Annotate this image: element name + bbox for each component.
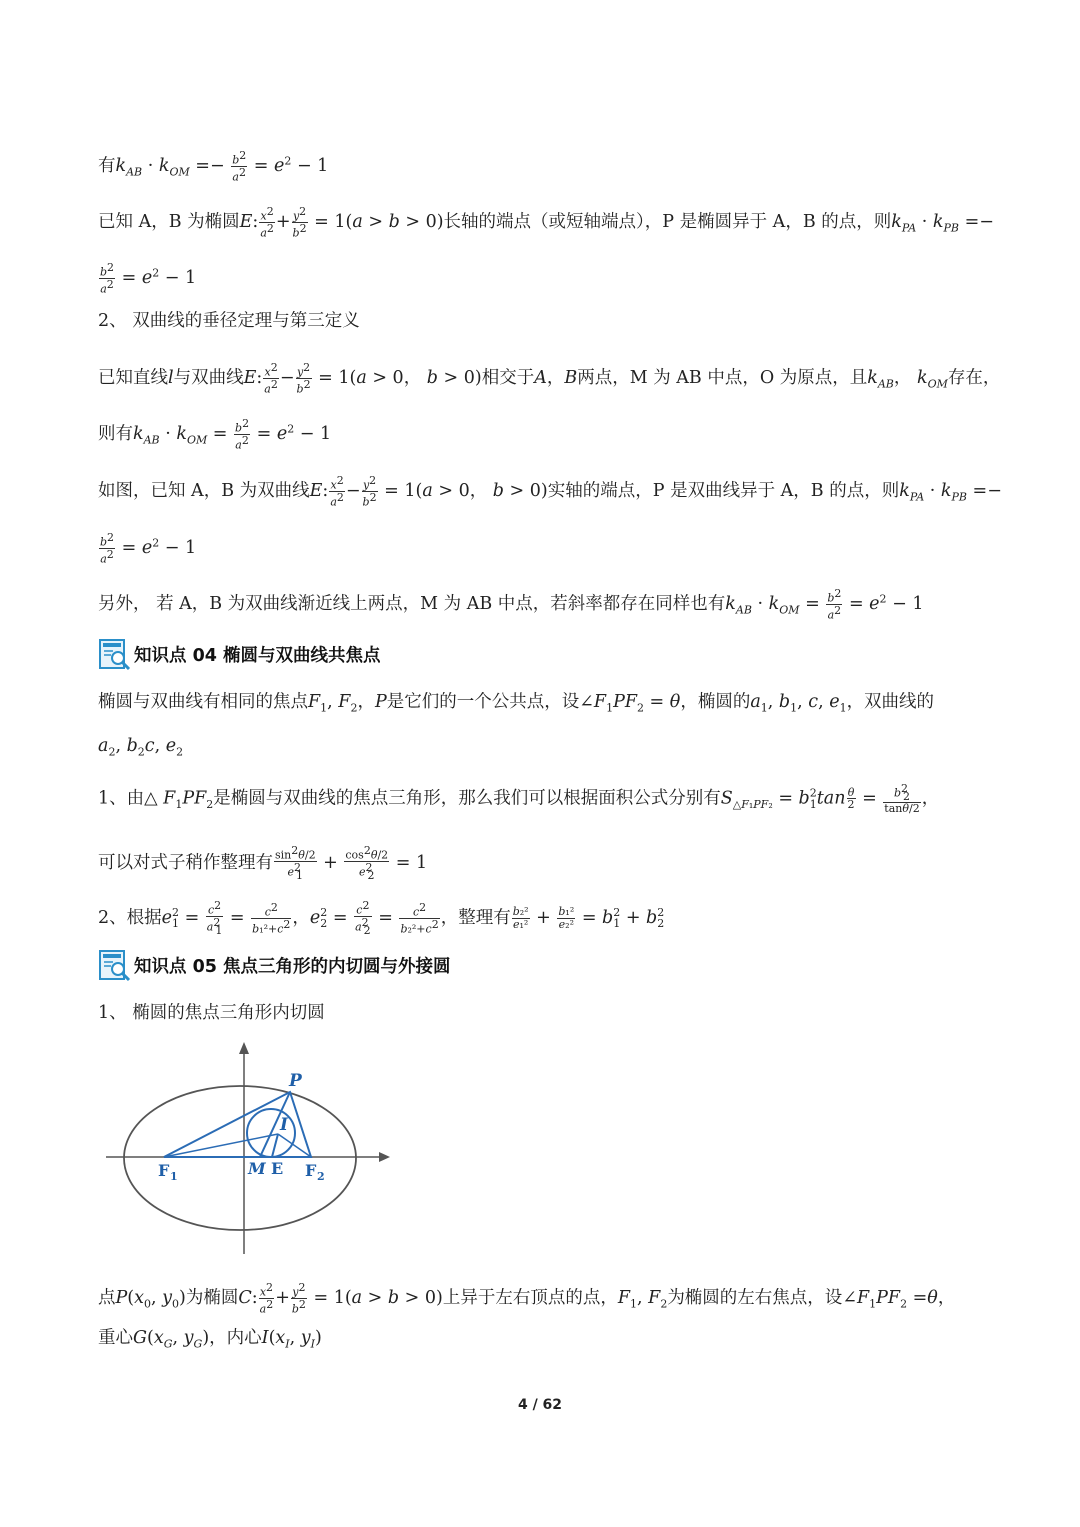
text-line: 椭圆与双曲线有相同的焦点$F_1$, $F_2$，P是它们的一个公共点，设$\angle F_1PF_2 = \theta$，椭圆的$a_1$, $b_1$, c, $e_1$，双曲线的: [98, 692, 935, 715]
text-line: 有$k_{AB} \cdot k_{OM}$ =− $\frac{b^2}{a^2}$ = $e^2 - 1$: [98, 149, 329, 184]
text-line: $\frac{b^2}{a^2}$ = $e^2 - 1$: [100, 531, 197, 566]
text: 另外， 若 A，B 为双曲线渐近线上两点，M 为 AB 中点，若斜率都存在同样也有: [98, 594, 726, 615]
subsection-title: 1、 椭圆的焦点三角形内切圆: [98, 1003, 325, 1023]
text-line: 2、根据$e^2_1$ = $\frac{c^2}{a^2_1}$ = $\frac{c^2}{b_1^2+c^2}$ ，$e^2_2$ = $\frac{c^2}{a^2_2}$ = $\frac{c^2}{b_2^2+c^2}$ ，整理有 $\frac{\text{b₂²}}{\text{e₁²}}$ + $\frac{\text{b₁²}}{\text{e₂²}}$ = $b^2_1 + b^2_2$: [98, 899, 665, 938]
text: 长轴的端点（或短轴端点），P 是椭圆异于 A，B 的点，则: [443, 212, 892, 233]
text: ，: [292, 907, 310, 928]
text: 为椭圆的左右焦点，设: [667, 1288, 843, 1309]
text-line: $a_2$, $b_2c$, $e_2$: [98, 736, 184, 759]
text-line: 如图，已知 A，B 为双曲线E: $\frac{x^2}{a^2}$ − $\frac{y^2}{b^2}$ = 1(a > 0， b > 0)实轴的端点，P 是双曲线异于 A，B 的点，则$k_{PA} \cdot k_{PB}$ =−: [98, 474, 1002, 509]
text-line: $\frac{b^2}{a^2}$ = $e^2 - 1$: [100, 261, 197, 296]
ie-line: [272, 1134, 278, 1157]
text: 存在，: [947, 368, 1001, 389]
knowledge-point-search-icon: [98, 637, 132, 671]
text: 上异于左右顶点的点，: [442, 1288, 618, 1309]
text-line: 已知 A，B 为椭圆E: $\frac{x^2}{a^2}$ + $\frac{y^2}{b^2}$ = 1(a > b > 0)长轴的端点（或短轴端点），P 是椭圆异于 A，B 的点，则$k_{PA} \cdot k_{PB}$ =−: [98, 205, 994, 240]
text: ，: [937, 1288, 956, 1309]
text: 如图，已知 A，B 为双曲线: [98, 481, 310, 502]
text: 是它们的一个公共点，设: [386, 692, 580, 712]
text: 重心: [98, 1328, 133, 1348]
focal-triangle: [164, 1092, 311, 1157]
label-f1: F: [158, 1161, 170, 1180]
x-axis-arrow: [379, 1152, 390, 1162]
label-f2: F: [305, 1161, 317, 1180]
label-e: E: [271, 1159, 284, 1178]
label-f2-sub: 2: [317, 1170, 325, 1183]
section-title: 2、 双曲线的垂径定理与第三定义: [98, 311, 360, 331]
heading-title: 知识点 05 焦点三角形的内切圆与外接圆: [134, 956, 451, 977]
ellipse-incircle-figure: [100, 1038, 400, 1260]
knowledge-point-search-icon: [98, 948, 132, 982]
text: 已知直线: [98, 368, 168, 389]
text: ，椭圆的: [680, 692, 751, 712]
text-line: 1、由△ $F_1PF_2$是椭圆与双曲线的焦点三角形，那么我们可以根据面积公式分别有$S_{\triangle F_1PF_2} = b^2_1\tan$ $\frac{\theta}{2}$ = $\frac{b^2_2}{\tan\theta/2}$ ，: [98, 782, 940, 816]
label-i: I: [280, 1115, 288, 1135]
text: 有: [98, 156, 116, 177]
text: ，双曲线的: [846, 692, 935, 712]
text: 则有: [98, 424, 133, 445]
text: 点: [98, 1288, 116, 1309]
text: 两点，M 为 AB 中点，O 为原点，且: [577, 368, 868, 389]
label-f1-sub: 1: [170, 1170, 178, 1183]
text: 实轴的端点，P 是双曲线异于 A，B 的点，则: [547, 481, 900, 502]
page-number: 4 / 62: [517, 1397, 563, 1413]
text-line: 重心$G(x_G$, $y_G$)，内心$I(x_I$, $y_I$): [98, 1328, 322, 1351]
y-axis-arrow: [239, 1042, 249, 1054]
heading-title: 知识点 04 椭圆与双曲线共焦点: [134, 645, 381, 666]
section-heading-05: [98, 948, 451, 982]
text: ，: [921, 788, 940, 809]
text-line: 已知直线l与双曲线E: $\frac{x^2}{a^2}$ − $\frac{y^2}{b^2}$ = 1(a > 0， b > 0)相交于A，B两点，M 为 AB 中点，O 为原点，且$k_{AB}$， $k_{OM}$存在，: [98, 361, 1001, 396]
label-p: P: [289, 1071, 302, 1091]
label-m: M: [248, 1159, 266, 1178]
text: 与双曲线: [173, 368, 244, 389]
text: 是椭圆与双曲线的焦点三角形，那么我们可以根据面积公式分别有: [213, 788, 721, 809]
text-line: 点$P(x_0$, $y_0$)为椭圆C: $\frac{x^2}{a^2}$ + $\frac{y^2}{b^2}$ = 1(a > b > 0)上异于左右顶点的点，$F_1$, $F_2$为椭圆的左右焦点，设$\angle F_1PF_2 =\theta$，: [98, 1281, 956, 1316]
text: ，内心: [209, 1328, 262, 1348]
text-line: 则有$k_{AB} \cdot k_{OM}$ = $\frac{b^2}{a^2}$ = $e^2 - 1$: [98, 417, 332, 452]
text: ，整理有: [440, 907, 511, 928]
text: 2、根据: [98, 907, 162, 928]
text: 可以对式子稍作整理有: [98, 852, 273, 873]
text: ，: [357, 692, 375, 712]
text-line: 可以对式子稍作整理有 $\frac{\sin^2\theta/2}{e^2_1}$ + $\frac{\cos^2\theta/2}{e^2_2}$ = 1: [98, 844, 428, 883]
section-heading-04: [98, 637, 381, 671]
text: 已知 A，B 为椭圆: [98, 212, 240, 233]
text: 1、由: [98, 788, 145, 809]
text: 为椭圆: [185, 1288, 239, 1309]
text: 椭圆与双曲线有相同的焦点: [98, 692, 308, 712]
text-line: 另外， 若 A，B 为双曲线渐近线上两点，M 为 AB 中点，若斜率都存在同样也有$k_{AB} \cdot k_{OM}$ = $\frac{b^2}{a^2}$ = $e^2 - 1$: [98, 587, 924, 622]
text: 相交于: [481, 368, 535, 389]
